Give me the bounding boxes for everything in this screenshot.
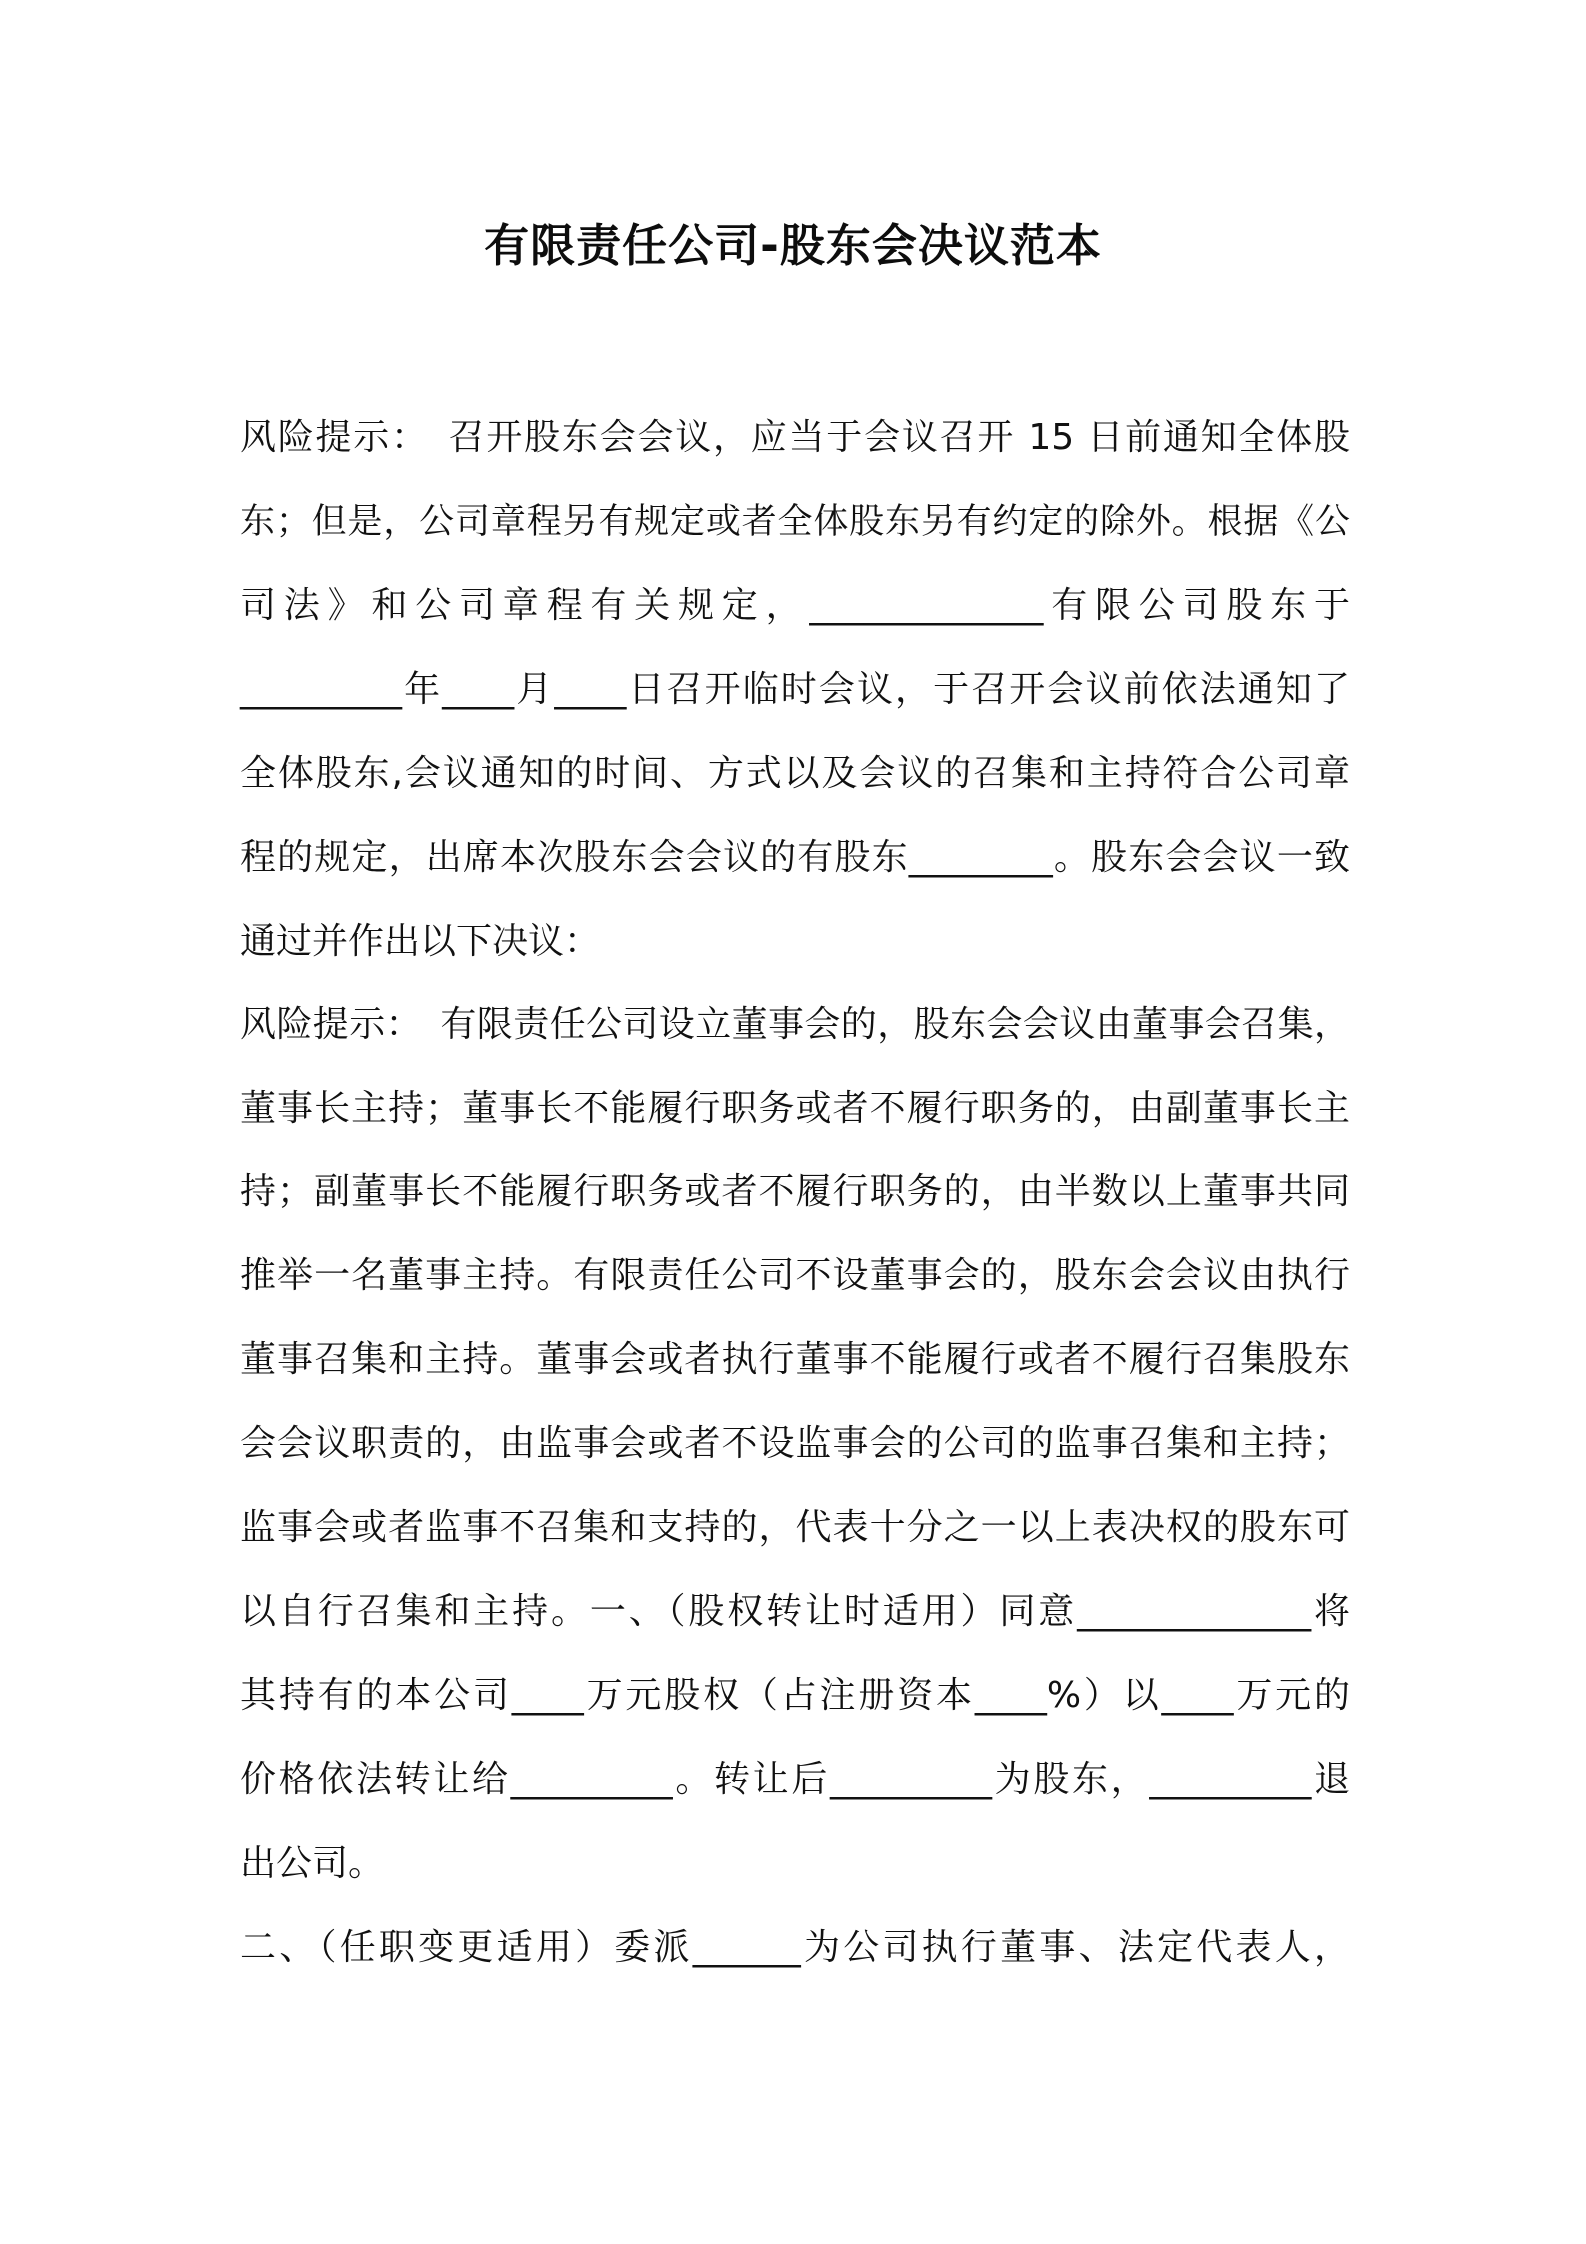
body-line-16: 其持有的本公司____万元股权（占注册资本____%）以____万元的 — [240, 1675, 1350, 1716]
document-title: 有限责任公司-股东会决议范本 — [484, 219, 1102, 272]
body-line-7: 通过并作出以下决议： — [240, 921, 601, 962]
body-line-11: 推举一名董事主持。有限责任公司不设董事会的，股东会会议由执行 — [240, 1255, 1350, 1296]
body-line-3: 司法》和公司章程有关规定，_____________有限公司股东于 — [240, 585, 1350, 626]
body-line-14: 监事会或者监事不召集和支持的，代表十分之一以上表决权的股东可 — [240, 1507, 1350, 1548]
body-line-5: 全体股东,会议通知的时间、方式以及会议的召集和主持符合公司章 — [240, 753, 1350, 794]
body-line-17: 价格依法转让给_________。转让后_________为股东，_________退 — [240, 1759, 1350, 1800]
body-line-13: 会会议职责的，由监事会或者不设监事会的公司的监事召集和主持； — [240, 1423, 1350, 1464]
body-line-1: 风险提示： 召开股东会会议，应当于会议召开 15 日前通知全体股 — [240, 417, 1350, 458]
body-line-12: 董事召集和主持。董事会或者执行董事不能履行或者不履行召集股东 — [240, 1339, 1350, 1380]
body-line-4: _________年____月____日召开临时会议，于召开会议前依法通知了 — [240, 669, 1350, 710]
body-line-9: 董事长主持；董事长不能履行职务或者不履行职务的，由副董事长主 — [240, 1088, 1350, 1129]
body-line-2: 东；但是，公司章程另有规定或者全体股东另有约定的除外。根据《公 — [240, 502, 1350, 542]
body-line-19: 二、（任职变更适用）委派______为公司执行董事、法定代表人， — [240, 1927, 1350, 1968]
body-line-15: 以自行召集和主持。一、（股权转让时适用）同意_____________将 — [240, 1591, 1350, 1632]
body-line-18: 出公司。 — [240, 1843, 385, 1884]
body-line-10: 持；副董事长不能履行职务或者不履行职务的，由半数以上董事共同 — [240, 1171, 1350, 1212]
body-line-6: 程的规定，出席本次股东会会议的有股东________。股东会会议一致 — [240, 837, 1350, 878]
body-line-8: 风险提示： 有限责任公司设立董事会的，股东会会议由董事会召集， — [240, 1004, 1350, 1045]
